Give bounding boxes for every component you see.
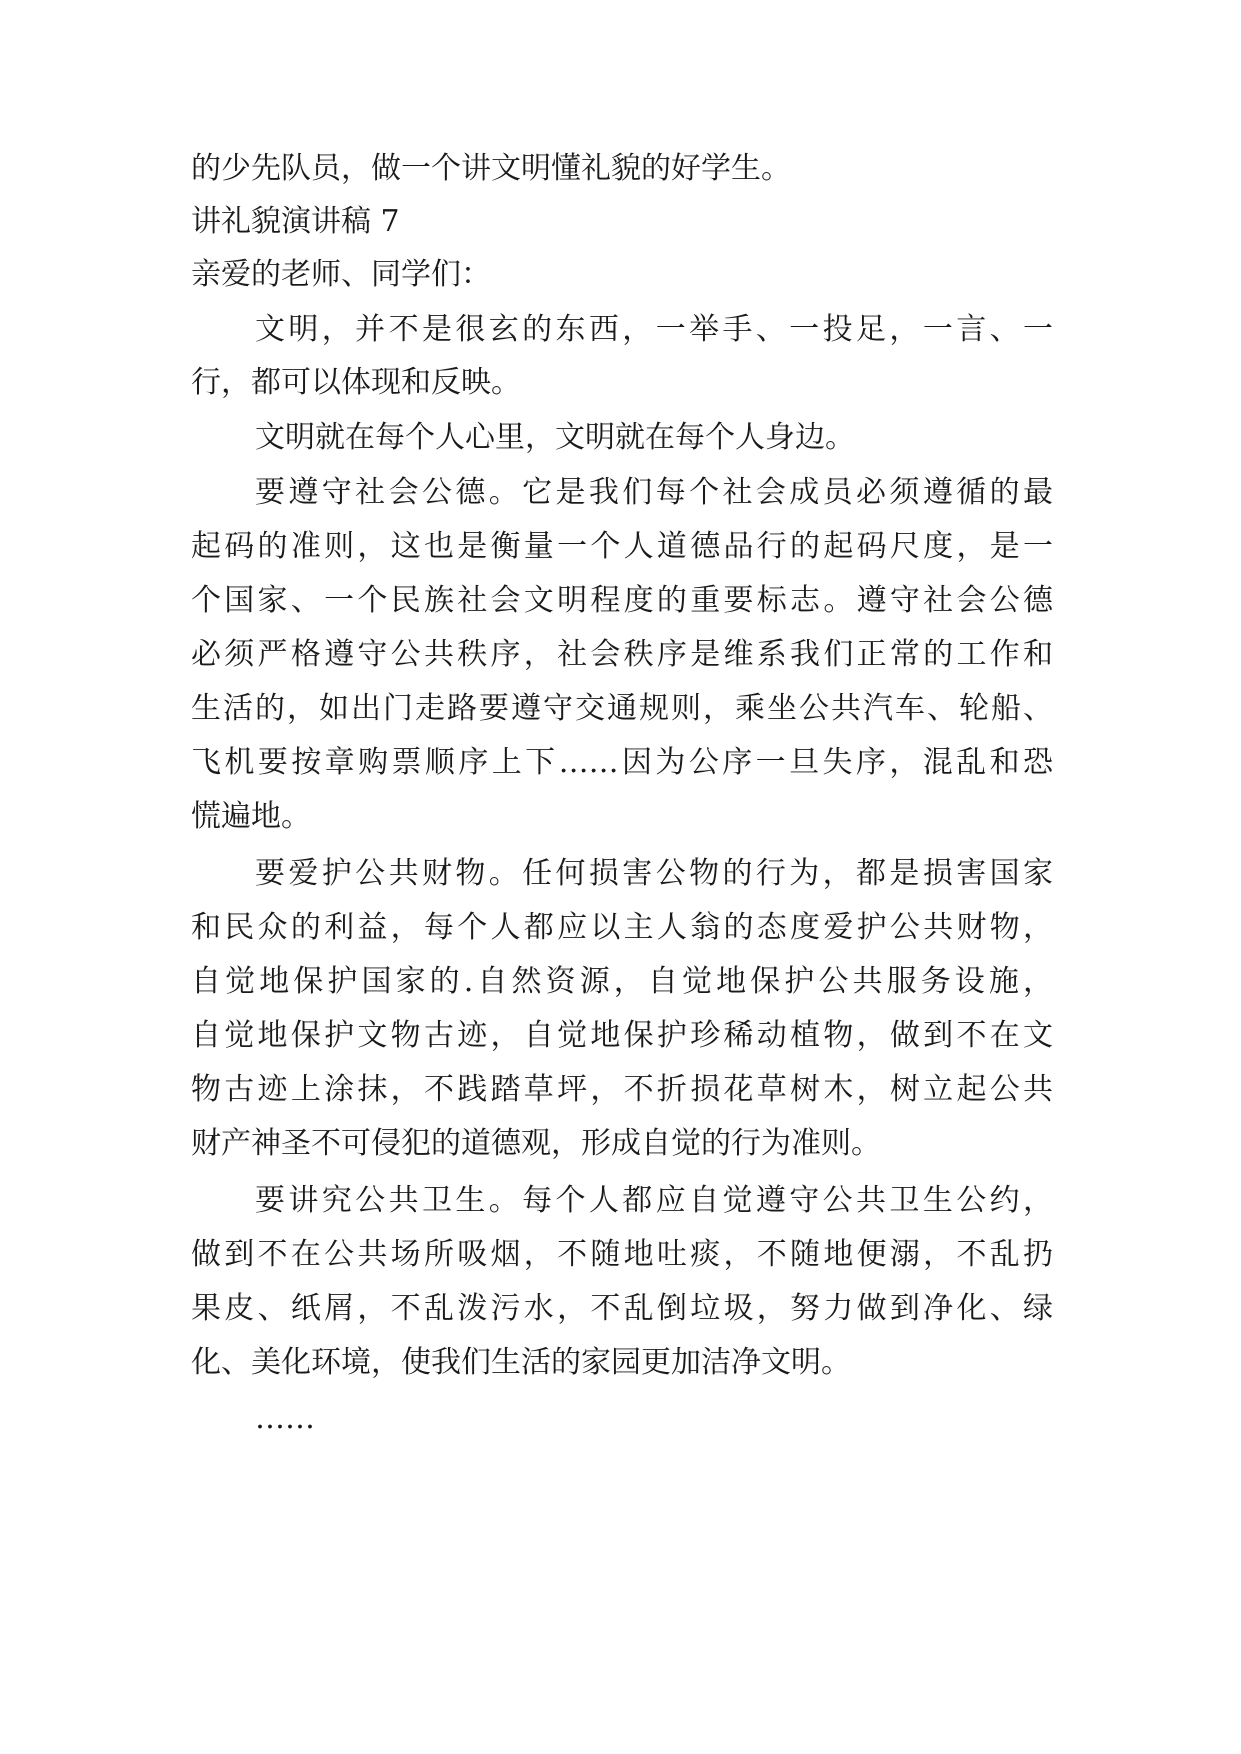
paragraph-line: 必须严格遵守公共秩序，社会秩序是维系我们正常的工作和 — [191, 637, 1053, 672]
paragraph-line: 文明就在每个人心里，文明就在每个人身边。 — [255, 420, 855, 455]
paragraph-line: 要遵守社会公德。它是我们每个社会成员必须遵循的最 — [255, 475, 1053, 510]
paragraph-line: 慌遍地。 — [191, 799, 311, 834]
section-heading: 讲礼貌演讲稿 7 — [191, 204, 400, 239]
paragraph-line: 财产神圣不可侵犯的道德观，形成自觉的行为准则。 — [191, 1126, 881, 1161]
paragraph-line: 和民众的利益，每个人都应以主人翁的态度爱护公共财物， — [191, 910, 1053, 945]
paragraph-line: 起码的准则，这也是衡量一个人道德品行的起码尺度，是一 — [191, 529, 1053, 564]
paragraph-line: 个国家、一个民族社会文明程度的重要标志。遵守社会公德 — [191, 583, 1053, 618]
paragraph-line: 化、美化环境，使我们生活的家园更加洁净文明。 — [191, 1345, 851, 1380]
paragraph-line: 行，都可以体现和反映。 — [191, 365, 521, 400]
paragraph-line: 生活的，如出门走路要遵守交通规则，乘坐公共汽车、轮船、 — [191, 691, 1053, 726]
paragraph-line: 做到不在公共场所吸烟，不随地吐痰，不随地便溺，不乱扔 — [191, 1237, 1053, 1272]
paragraph-line: 物古迹上涂抹，不践踏草坪，不折损花草树木，树立起公共 — [191, 1072, 1053, 1107]
paragraph-line: 飞机要按章购票顺序上下……因为公序一旦失序，混乱和恐 — [191, 745, 1053, 780]
paragraph-line: 要讲究公共卫生。每个人都应自觉遵守公共卫生公约， — [255, 1183, 1053, 1218]
paragraph-line: 果皮、纸屑，不乱泼污水，不乱倒垃圾，努力做到净化、绿 — [191, 1291, 1053, 1326]
paragraph-line: 文明，并不是很玄的东西，一举手、一投足，一言、一 — [255, 312, 1053, 347]
salutation: 亲爱的老师、同学们： — [191, 257, 491, 292]
paragraph-line: 自觉地保护文物古迹，自觉地保护珍稀动植物，做到不在文 — [191, 1018, 1053, 1053]
paragraph-line: 自觉地保护国家的.自然资源，自觉地保护公共服务设施， — [191, 964, 1053, 999]
paragraph-line: 要爱护公共财物。任何损害公物的行为，都是损害国家 — [255, 856, 1053, 891]
ellipsis-line: …… — [255, 1401, 315, 1436]
text-line: 的少先队员，做一个讲文明懂礼貌的好学生。 — [191, 151, 791, 186]
